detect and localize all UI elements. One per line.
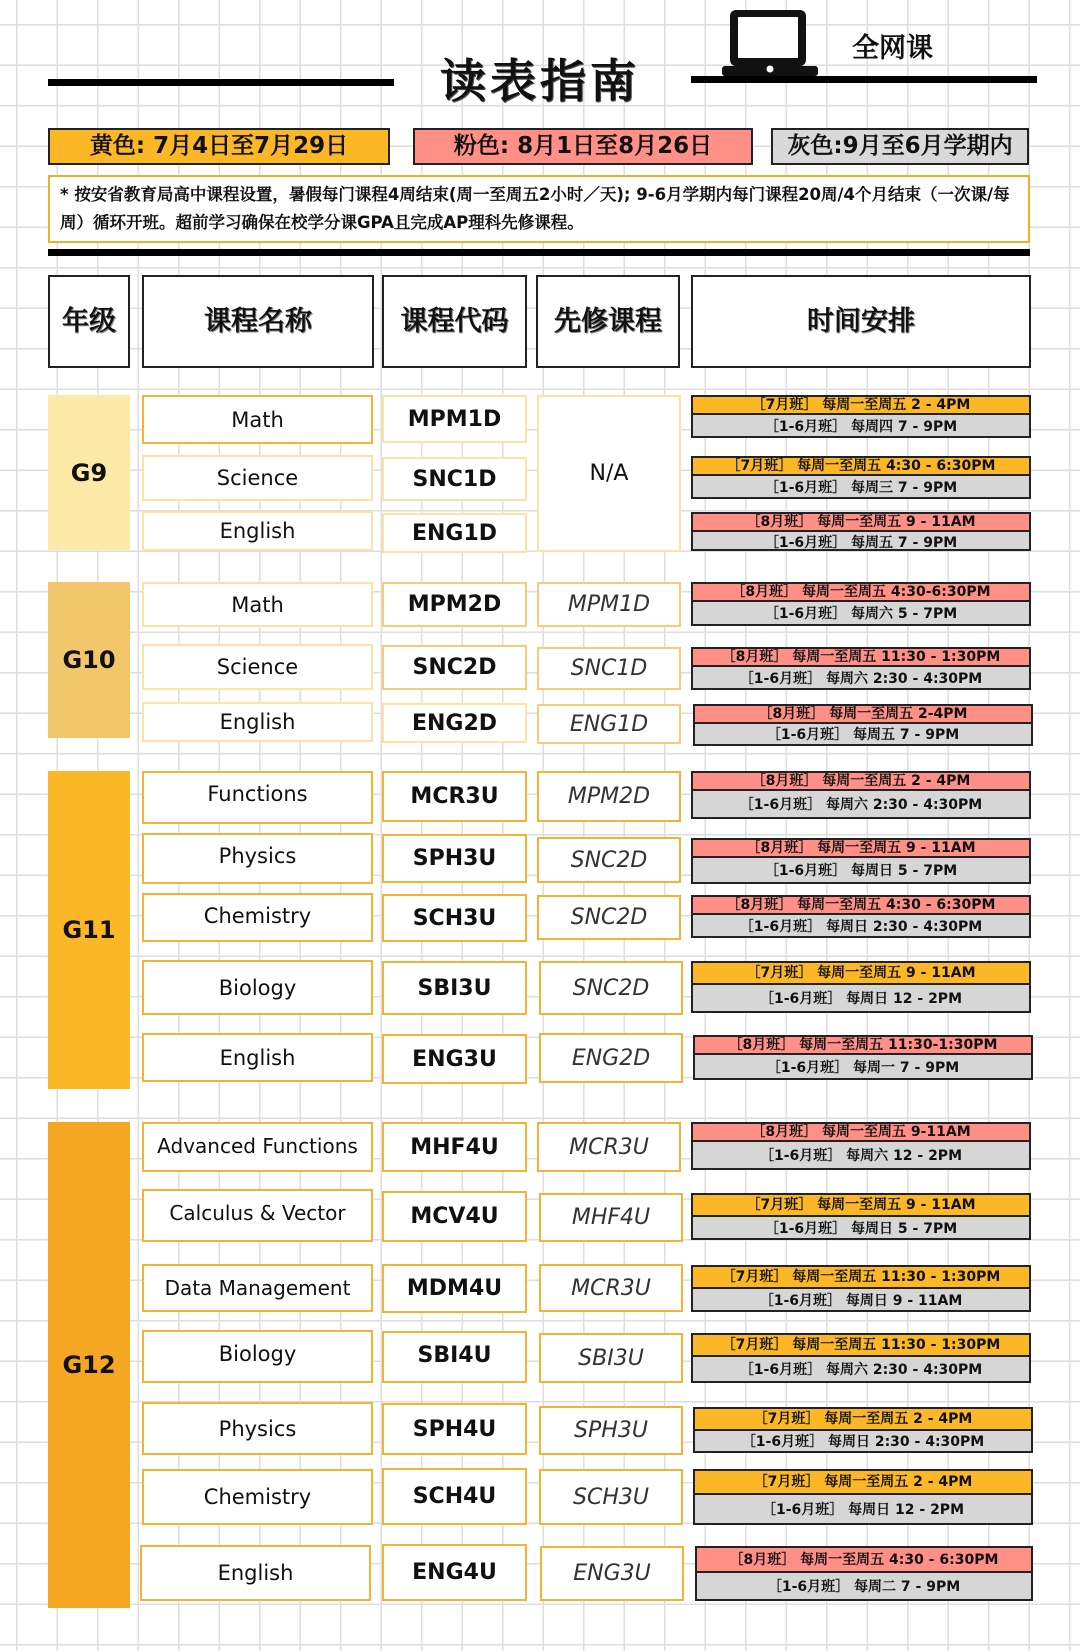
summer-schedule: ［8月班］ 每周一至周五 4:30-6:30PM xyxy=(693,584,1029,602)
grade-label-g10: G10 xyxy=(48,582,130,738)
term-schedule: ［1-6月班］ 每周日 9 - 11AM xyxy=(759,1292,963,1309)
course-note: * 按安省教育局高中课程设置，暑假每门课程4周结束(周一至周五2小时／天); 9-6月学期内每门课程20周/4个月结束（一次课/每周）循环开班。超前学习确保在校学分课GPA且完成AP理科先修课程。 xyxy=(48,175,1030,243)
column-header-prerequisite: 先修课程 xyxy=(536,275,680,368)
schedule-block xyxy=(691,512,1031,551)
prerequisite: MCR3U xyxy=(539,1264,683,1312)
schedule-block xyxy=(691,1122,1031,1170)
course-code: MHF4U xyxy=(382,1122,527,1172)
course-code: ENG4U xyxy=(382,1544,527,1601)
course-name: Advanced Functions xyxy=(142,1122,373,1172)
course-name: Biology xyxy=(142,1330,373,1383)
term-schedule: ［1-6月班］ 每周六 5 - 7PM xyxy=(764,606,958,622)
course-code: MCV4U xyxy=(382,1191,527,1242)
summer-schedule: ［8月班］ 每周一至周五 4:30 - 6:30PM xyxy=(697,1548,1031,1573)
term-schedule: ［1-6月班］ 每周日 12 - 2PM xyxy=(761,1502,964,1518)
laptop-icon xyxy=(722,6,818,76)
term-schedule: ［1-6月班］ 每周一 7 - 9PM xyxy=(766,1059,960,1076)
course-code: SNC1D xyxy=(382,457,527,501)
page-title: 读表指南 xyxy=(440,54,640,108)
term-schedule: ［1-6月班］ 每周五 7 - 9PM xyxy=(764,535,958,551)
summer-schedule: ［8月班］ 每周一至周五 9 - 11AM xyxy=(693,840,1029,858)
course-code: MDM4U xyxy=(382,1264,527,1313)
prerequisite: SNC1D xyxy=(537,647,681,690)
course-name: English xyxy=(140,1545,371,1601)
column-header-course-code: 课程代码 xyxy=(382,275,527,368)
term-schedule: ［1-6月班］ 每周四 7 - 9PM xyxy=(764,418,958,435)
prerequisite: MPM1D xyxy=(537,582,681,627)
prerequisite: ENG1D xyxy=(537,704,681,744)
grade-label-g12: G12 xyxy=(48,1122,130,1608)
course-name: Data Management xyxy=(142,1264,373,1312)
term-schedule: ［1-6月班］ 每周六 2:30 - 4:30PM xyxy=(739,1362,983,1378)
course-name: Chemistry xyxy=(142,1469,373,1525)
schedule-block xyxy=(695,1546,1033,1601)
schedule-block xyxy=(691,1193,1031,1240)
legend-yellow: 黄色: 7月4日至7月29日 xyxy=(48,128,390,165)
course-name: Chemistry xyxy=(142,893,373,942)
summer-schedule: ［7月班］ 每周一至周五 11:30 - 1:30PM xyxy=(693,1267,1029,1289)
course-code: MPM1D xyxy=(382,395,527,443)
column-header-schedule: 时间安排 xyxy=(691,275,1031,368)
course-code: SPH4U xyxy=(382,1403,527,1455)
legend-pink: 粉色: 8月1日至8月26日 xyxy=(413,128,753,165)
prerequisite: SPH3U xyxy=(539,1406,683,1455)
schedule-block xyxy=(691,456,1031,499)
summer-schedule: ［7月班］ 每周一至周五 4:30 - 6:30PM xyxy=(693,458,1029,476)
course-name: English xyxy=(142,1033,373,1082)
column-header-grade: 年级 xyxy=(48,275,130,368)
summer-schedule: ［7月班］ 每周一至周五 2 - 4PM xyxy=(695,1471,1031,1495)
summer-schedule: ［8月班］ 每周一至周五 4:30 - 6:30PM xyxy=(693,897,1029,915)
summer-schedule: ［7月班］ 每周一至周五 2 - 4PM xyxy=(695,1409,1031,1431)
course-code: SCH4U xyxy=(382,1468,527,1525)
prerequisite: ENG2D xyxy=(539,1033,683,1083)
legend-gray: 灰色:9月至6月学期内 xyxy=(771,128,1029,165)
schedule-block xyxy=(691,838,1031,884)
course-name: English xyxy=(142,511,373,551)
prerequisite: MCR3U xyxy=(537,1122,681,1172)
term-schedule: ［1-6月班］ 每周日 2:30 - 4:30PM xyxy=(739,918,983,935)
grade-label-g9: G9 xyxy=(48,395,130,550)
course-code: ENG2D xyxy=(382,703,527,743)
grade-label-g11: G11 xyxy=(48,771,130,1089)
prerequisite: SCH3U xyxy=(539,1469,683,1525)
term-schedule: ［1-6月班］ 每周日 5 - 7PM xyxy=(764,1220,958,1237)
course-name: Science xyxy=(142,644,373,690)
prerequisite: SNC2D xyxy=(537,895,681,940)
course-name: Calculus & Vector xyxy=(142,1189,373,1242)
schedule-block xyxy=(693,1407,1033,1453)
course-code: ENG1D xyxy=(382,513,527,553)
brand-label: 全网课 xyxy=(852,33,933,64)
prerequisite: SNC2D xyxy=(537,837,681,883)
summer-schedule: ［7月班］ 每周一至周五 9 - 11AM xyxy=(693,1195,1029,1217)
course-name: English xyxy=(142,702,373,742)
course-code: SBI4U xyxy=(382,1331,527,1383)
header-rule-left xyxy=(48,79,394,86)
summer-schedule: ［8月班］ 每周一至周五 2 - 4PM xyxy=(693,773,1029,791)
term-schedule: ［1-6月班］ 每周六 2:30 - 4:30PM xyxy=(739,797,983,813)
prerequisite: MHF4U xyxy=(539,1193,683,1242)
term-schedule: ［1-6月班］ 每周六 12 - 2PM xyxy=(759,1148,962,1164)
schedule-block xyxy=(691,771,1031,819)
course-name: Functions xyxy=(142,771,373,824)
course-code: SBI3U xyxy=(382,961,527,1015)
prerequisite: SNC2D xyxy=(539,961,683,1015)
term-schedule: ［1-6月班］ 每周日 5 - 7PM xyxy=(764,863,958,879)
course-name: Math xyxy=(142,582,373,627)
column-header-course-name: 课程名称 xyxy=(142,275,374,368)
term-schedule: ［1-6月班］ 每周日 12 - 2PM xyxy=(759,991,962,1007)
summer-schedule: ［8月班］ 每周一至周五 11:30-1:30PM xyxy=(695,1037,1031,1055)
summer-schedule: ［7月班］ 每周一至周五 9 - 11AM xyxy=(693,963,1029,985)
summer-schedule: ［8月班］ 每周一至周五 2-4PM xyxy=(695,706,1031,724)
course-code: SNC2D xyxy=(382,645,527,690)
course-name: Biology xyxy=(142,960,373,1015)
prerequisite: ENG3U xyxy=(540,1546,684,1601)
term-schedule: ［1-6月班］ 每周五 7 - 9PM xyxy=(766,727,960,743)
term-schedule: ［1-6月班］ 每周三 7 - 9PM xyxy=(764,479,958,496)
course-name: Science xyxy=(142,455,373,501)
schedule-block xyxy=(691,647,1031,690)
schedule-block xyxy=(691,1333,1031,1383)
note-rule xyxy=(48,249,1030,256)
summer-schedule: ［8月班］ 每周一至周五 11:30 - 1:30PM xyxy=(693,649,1029,667)
schedule-block xyxy=(691,895,1031,938)
summer-schedule: ［7月班］ 每周一至周五 2 - 4PM xyxy=(693,397,1029,415)
schedule-block xyxy=(693,704,1033,746)
term-schedule: ［1-6月班］ 每周六 2:30 - 4:30PM xyxy=(739,670,983,687)
schedule-block xyxy=(691,1265,1031,1312)
summer-schedule: ［8月班］ 每周一至周五 9 - 11AM xyxy=(693,514,1029,532)
prerequisite: SBI3U xyxy=(539,1333,683,1383)
summer-schedule: ［8月班］ 每周一至周五 9-11AM xyxy=(693,1124,1029,1142)
prerequisite: N/A xyxy=(537,395,681,552)
course-name: Math xyxy=(142,395,373,444)
course-name: Physics xyxy=(142,833,373,884)
prerequisite: MPM2D xyxy=(537,771,681,822)
course-name: Physics xyxy=(142,1402,373,1455)
header-rule-right xyxy=(691,76,1037,83)
schedule-block xyxy=(691,395,1031,438)
course-code: SCH3U xyxy=(382,894,527,942)
course-code: MCR3U xyxy=(382,771,527,822)
schedule-block xyxy=(693,1035,1033,1080)
schedule-block xyxy=(693,1469,1033,1525)
schedule-block xyxy=(691,961,1031,1013)
course-code: SPH3U xyxy=(382,834,527,883)
summer-schedule: ［7月班］ 每周一至周五 11:30 - 1:30PM xyxy=(693,1335,1029,1357)
course-code: MPM2D xyxy=(382,582,527,627)
term-schedule: ［1-6月班］ 每周二 7 - 9PM xyxy=(767,1579,961,1595)
course-code: ENG3U xyxy=(382,1034,527,1084)
term-schedule: ［1-6月班］ 每周日 2:30 - 4:30PM xyxy=(741,1434,985,1450)
schedule-block xyxy=(691,582,1031,626)
